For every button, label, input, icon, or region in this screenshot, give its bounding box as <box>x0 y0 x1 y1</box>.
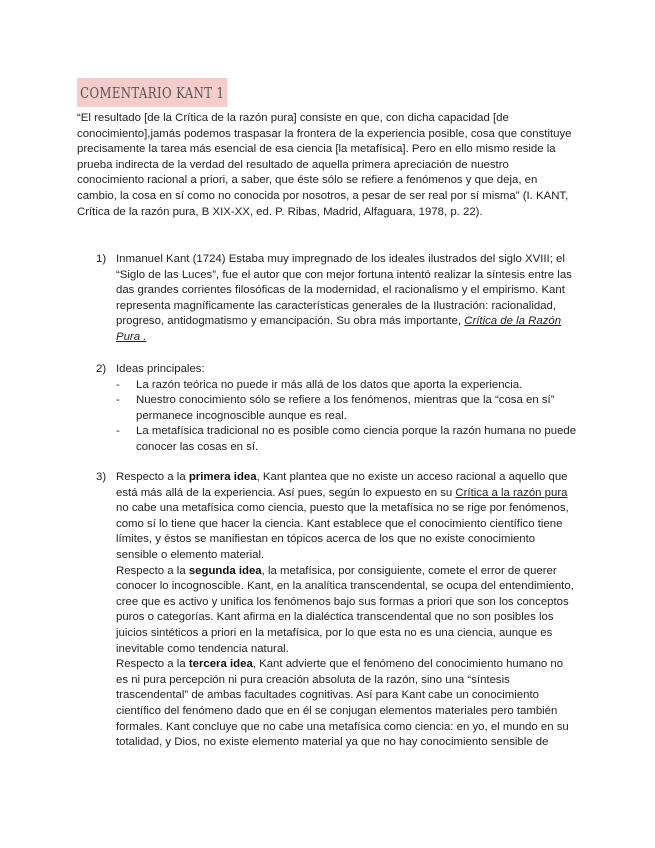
item-number: 3) <box>96 471 107 483</box>
critica-razon-pura-link[interactable]: Crítica a la razón pura <box>455 486 568 499</box>
text-run: Respecto a la <box>116 564 189 577</box>
ideas-heading: Ideas principales: <box>116 363 205 375</box>
list-item: - La metafísica tradicional no es posible como ciencia porque la razón humana no puede conocer las cosas en sí. <box>116 424 578 455</box>
bold-term: tercera idea <box>188 658 253 671</box>
title-block <box>77 78 270 107</box>
text-run: , Kant plantea que no existe un acceso racional a aquello que está más allá de la experiencia. Así pues, según lo expuesto en su <box>116 471 568 499</box>
item-content <box>116 362 578 456</box>
intro-quote: “El resultado [de la Crítica de la razón pura] consiste en que, con dicha capacidad [de conocimiento],jamás podemos traspasar la frontera de la experiencia posible, cosa que constituye precisamente la tarea más esencial de esa ciencia [la metafísica]. Pero en ello mismo reside la prueba indirecta de la verdad del resultado de aquella primera apreciación de nuestro conocimiento racional a priori, a saber, que éste sólo se refiere a fenómenos y que deja, en cambio, la cosa en sí como no conocida por nosotros, a pesar de ser real por sí misma” (I. KANT, Crítica de la razón pura, B XIX-XX, ed. P. Ribas, Madrid, Alfaguara, 1978, p. 22). <box>77 112 572 218</box>
text-run: Respecto a la <box>116 658 189 671</box>
document-title: COMENTARIO KANT 1 <box>77 78 227 107</box>
text-run: no cabe una metafísica como ciencia, puesto que la metafísica no se rige por fenómenos, como sí lo tiene que hacer la ciencia. Kant establece que el conocimiento científico tiene límites, y éstos se manifiestan en tópicos acerca de los que no existe conocimiento sensible o elemento material. <box>116 502 569 561</box>
paragraph-tercera-idea <box>116 657 578 751</box>
text-run: , Kant advierte que el fenómeno del conocimiento humano no es ni pura percepción ni pura creación absoluta de la razón, sino una “síntesis trascendental” de ambas facultades cognitivas. Así para Kant cabe un conocimiento científico del fenómeno dado que en él se conjugan elementos materiales pero también formales. Kant concluye que no cabe una metafísica como ciencia: en yo, el mundo en su totalidad, y Dios, no existe elemento material ya que no hay conocimiento sensible de <box>116 658 569 749</box>
text-run: , la metafísica, por consiguiente, comete el error de querer conocer lo incognoscible. Kant, en la analítica transcendental, se ocupa del entendimiento, cree que es activo y unifica los fenómenos bajo sus formas a priori que son los conceptos puros o categorías. Kant afirma en la dialéctica transcendental que no son posibles los juicios sintéticos a priori en la metafísica, por lo que esta no es una ciencia, aunque es inevitable como tendencia natural. <box>116 564 574 655</box>
numbered-item-2 <box>96 362 578 456</box>
item-number: 2) <box>96 363 107 375</box>
bold-term: segunda idea <box>188 564 262 577</box>
bold-term: primera idea <box>188 471 257 483</box>
paragraph-segunda-idea <box>116 564 578 658</box>
item-number: 1) <box>96 253 107 265</box>
ideas-list <box>116 378 578 456</box>
item-content <box>116 252 578 346</box>
numbered-item-1 <box>96 252 578 346</box>
item1-text: Inmanuel Kant (1724) Estaba muy impregnado de los ideales ilustrados del siglo XVIII; el “Siglo de las Luces”, fue el autor que con mejor fortuna intentó realizar la síntesis entre las das grandes corrientes filosóficas de la modernidad, el racionalismo y el empirismo. Kant representa magníficamente las características generales de la Ilustración: racionalidad, progreso, antidogmatismo y emancipación. Su obra más importante, <box>116 253 572 328</box>
critica-link[interactable]: Crítica de la Razón Pura . <box>116 315 562 343</box>
list-item: - Nuestro conocimiento sólo se refiere a los fenómenos, mientras que la “cosa en sí” permanece incognoscible aunque es real. <box>116 393 578 424</box>
text-run: Respecto a la <box>116 471 189 483</box>
list-item: - La razón teórica no puede ir más allá de los datos que aporta la experiencia. <box>116 378 578 394</box>
item-content <box>116 470 578 751</box>
paragraph-primera-idea <box>116 470 578 564</box>
numbered-item-3 <box>96 470 578 751</box>
